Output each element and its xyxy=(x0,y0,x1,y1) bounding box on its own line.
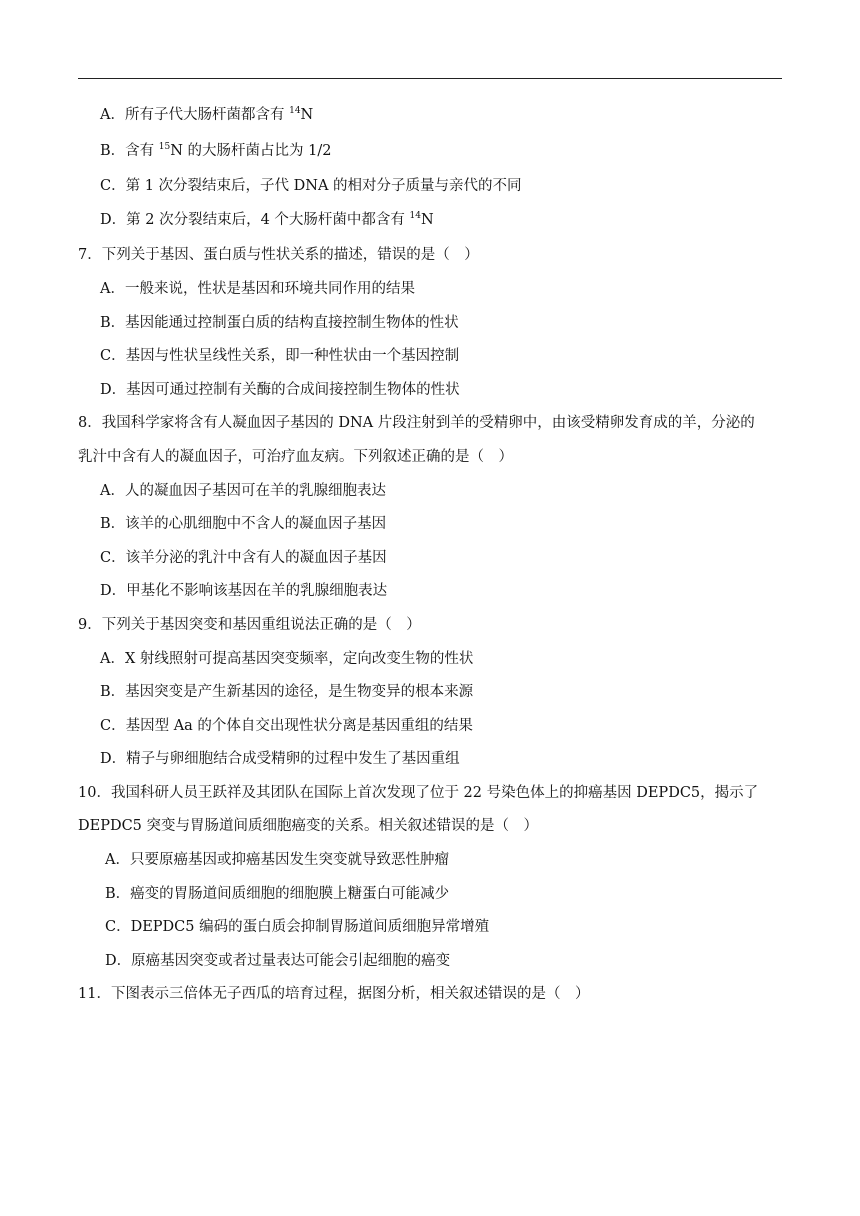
q7-option-b: B．基因能通过控制蛋白质的结构直接控制生物体的性状 xyxy=(100,314,459,331)
q10-option-c: C．DEPDC5 编码的蛋白质会抑制胃肠道间质细胞异常增殖 xyxy=(105,919,490,936)
q6-option-b: B．含有 $^{15}$N 的大肠杆菌占比为 1/2 xyxy=(100,141,332,159)
q9-option-d: D．精子与卵细胞结合成受精卵的过程中发生了基因重组 xyxy=(100,751,460,768)
q8-stem-line1: 8．我国科学家将含有人凝血因子基因的 DNA 片段注射到羊的受精卵中，由该受精卵发育成的羊，分泌的 xyxy=(78,415,755,432)
q6-option-c: C．第 1 次分裂结束后，子代 DNA 的相对分子质量与亲代的不同 xyxy=(100,178,522,195)
header-rule xyxy=(78,78,782,79)
q8-option-d: D．甲基化不影响该基因在羊的乳腺细胞表达 xyxy=(100,583,388,600)
q7-stem: 7．下列关于基因、蛋白质与性状关系的描述，错误的是（ ） xyxy=(78,247,479,264)
q10-option-a: A．只要原癌基因或抑癌基因发生突变就导致恶性肿瘤 xyxy=(105,852,449,869)
q7-option-d: D．基因可通过控制有关酶的合成间接控制生物体的性状 xyxy=(100,381,460,398)
q9-stem: 9．下列关于基因突变和基因重组说法正确的是（ ） xyxy=(78,616,421,633)
q8-option-b: B．该羊的心肌细胞中不含人的凝血因子基因 xyxy=(100,516,387,533)
q6-option-a: A．所有子代大肠杆菌都含有 $^{14}$N xyxy=(100,106,314,123)
q11-stem: 11．下图表示三倍体无子西瓜的培育过程，据图分析，相关叙述错误的是（ ） xyxy=(78,986,590,1003)
q8-option-c: C．该羊分泌的乳汁中含有人的凝血因子基因 xyxy=(100,549,387,566)
q9-option-b: B．基因突变是产生新基因的途径，是生物变异的根本来源 xyxy=(100,684,474,701)
q7-option-c: C．基因与性状呈线性关系，即一种性状由一个基因控制 xyxy=(100,348,460,365)
q10-option-b: B．癌变的胃肠道间质细胞的细胞膜上糖蛋白可能减少 xyxy=(105,885,450,902)
q9-option-c: C．基因型 Aa 的个体自交出现性状分离是基因重组的结果 xyxy=(100,717,473,734)
q10-stem-line2: DEPDC5 突变与胃肠道间质细胞癌变的关系。相关叙述错误的是（ ） xyxy=(78,818,539,835)
q8-option-a: A．人的凝血因子基因可在羊的乳腺细胞表达 xyxy=(100,482,386,499)
q10-option-d: D．原癌基因突变或者过量表达可能会引起细胞的癌变 xyxy=(105,952,451,969)
q8-stem-line2: 乳汁中含有人的凝血因子，可治疗血友病。下列叙述正确的是（ ） xyxy=(78,448,513,465)
document-body xyxy=(78,104,784,1017)
q9-option-a: A．X 射线照射可提高基因突变频率，定向改变生物的性状 xyxy=(100,650,474,667)
q10-stem-line1: 10．我国科研人员王跃祥及其团队在国际上首次发现了位于 22 号染色体上的抑癌基因 DEPDC5，揭示了 xyxy=(78,784,759,801)
q6-option-d: D．第 2 次分裂结束后，4 个大肠杆菌中都含有 $^{14}$N xyxy=(100,210,434,228)
q7-option-a: A．一般来说，性状是基因和环境共同作用的结果 xyxy=(100,280,415,297)
